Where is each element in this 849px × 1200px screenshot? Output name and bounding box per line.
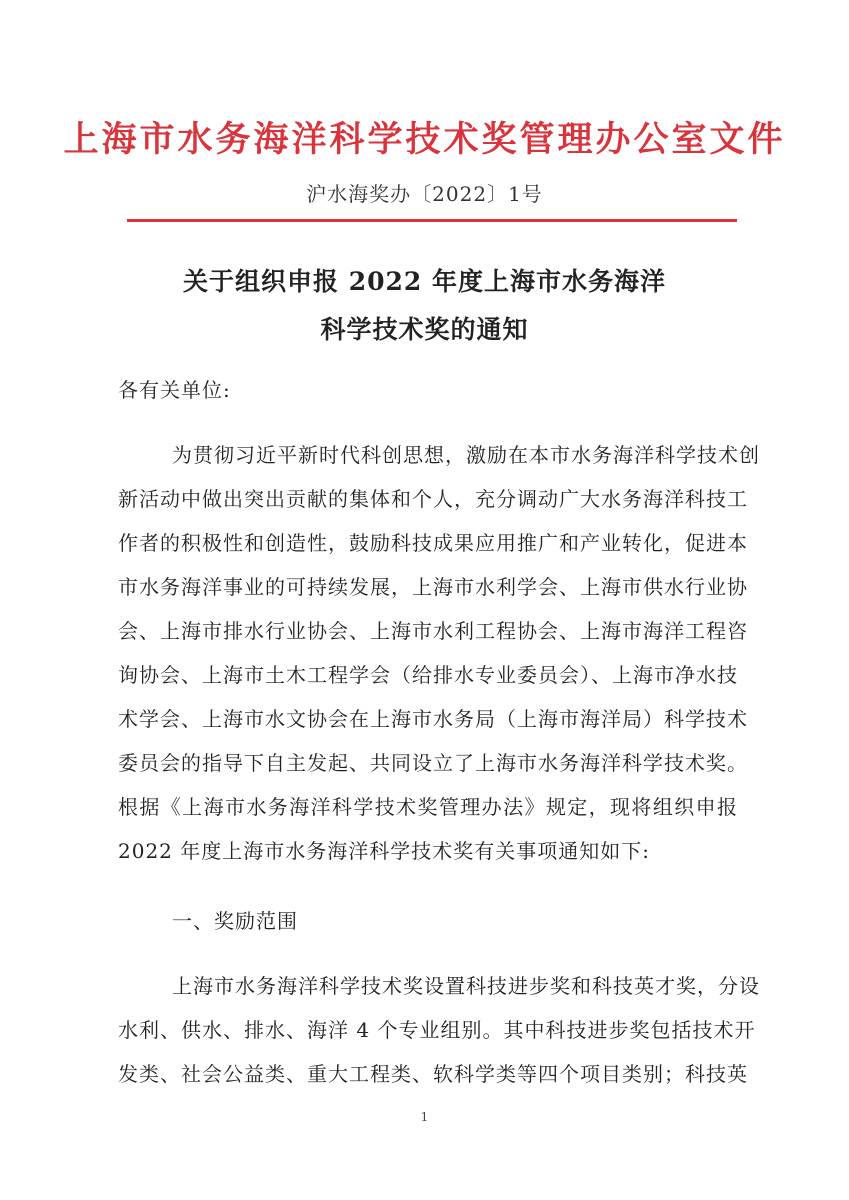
document-number: 沪水海奖办〔2022〕1号 [306, 182, 543, 206]
paragraph-1-line: 为贯彻习近平新时代科创思想，激励在本市水务海洋科学技术创 [172, 443, 760, 467]
section-1-line: 发类、社会公益类、重大工程类、软科学类等四个项目类别；科技英 [118, 1062, 748, 1086]
section-1-line: 上海市水务海洋科学技术奖设置科技进步奖和科技英才奖，分设 [172, 974, 760, 998]
section-1-line: 水利、供水、排水、海洋 4 个专业组别。其中科技进步奖包括技术开 [118, 1018, 756, 1042]
paragraph-1-line: 新活动中做出突出贡献的集体和个人，充分调动广大水务海洋科技工 [118, 487, 748, 511]
paragraph-1-line: 委员会的指导下自主发起、共同设立了上海市水务海洋科学技术奖。 [118, 751, 748, 775]
paragraph-1-line: 术学会、上海市水文协会在上海市水务局（上海市海洋局）科学技术 [118, 707, 748, 731]
paragraph-1-line: 询协会、上海市土木工程学会（给排水专业委员会）、上海市净水技 [118, 663, 738, 687]
paragraph-1-line: 根据《上海市水务海洋科学技术奖管理办法》规定，现将组织申报 [118, 795, 738, 819]
page-number: 1 [420, 1110, 429, 1124]
paragraph-1-line: 作者的积极性和创造性，鼓励科技成果应用推广和产业转化，促进本 [118, 531, 748, 555]
red-divider-line [127, 219, 737, 222]
document-header-title: 上海市水务海洋科学技术奖管理办公室文件 [63, 119, 786, 160]
section-heading-award-scope: 一、奖励范围 [172, 909, 298, 933]
paragraph-1-line: 会、上海市排水行业协会、上海市水利工程协会、上海市海洋工程咨 [118, 619, 748, 643]
notice-title-line-1: 关于组织申报 2022 年度上海市水务海洋 [183, 267, 666, 296]
paragraph-1-line: 市水务海洋事业的可持续发展，上海市水利学会、上海市供水行业协 [118, 575, 748, 599]
paragraph-1-line: 2022 年度上海市水务海洋科学技术奖有关事项通知如下: [118, 839, 650, 863]
notice-title-line-2: 科学技术奖的通知 [320, 315, 529, 344]
salutation: 各有关单位: [118, 378, 231, 402]
